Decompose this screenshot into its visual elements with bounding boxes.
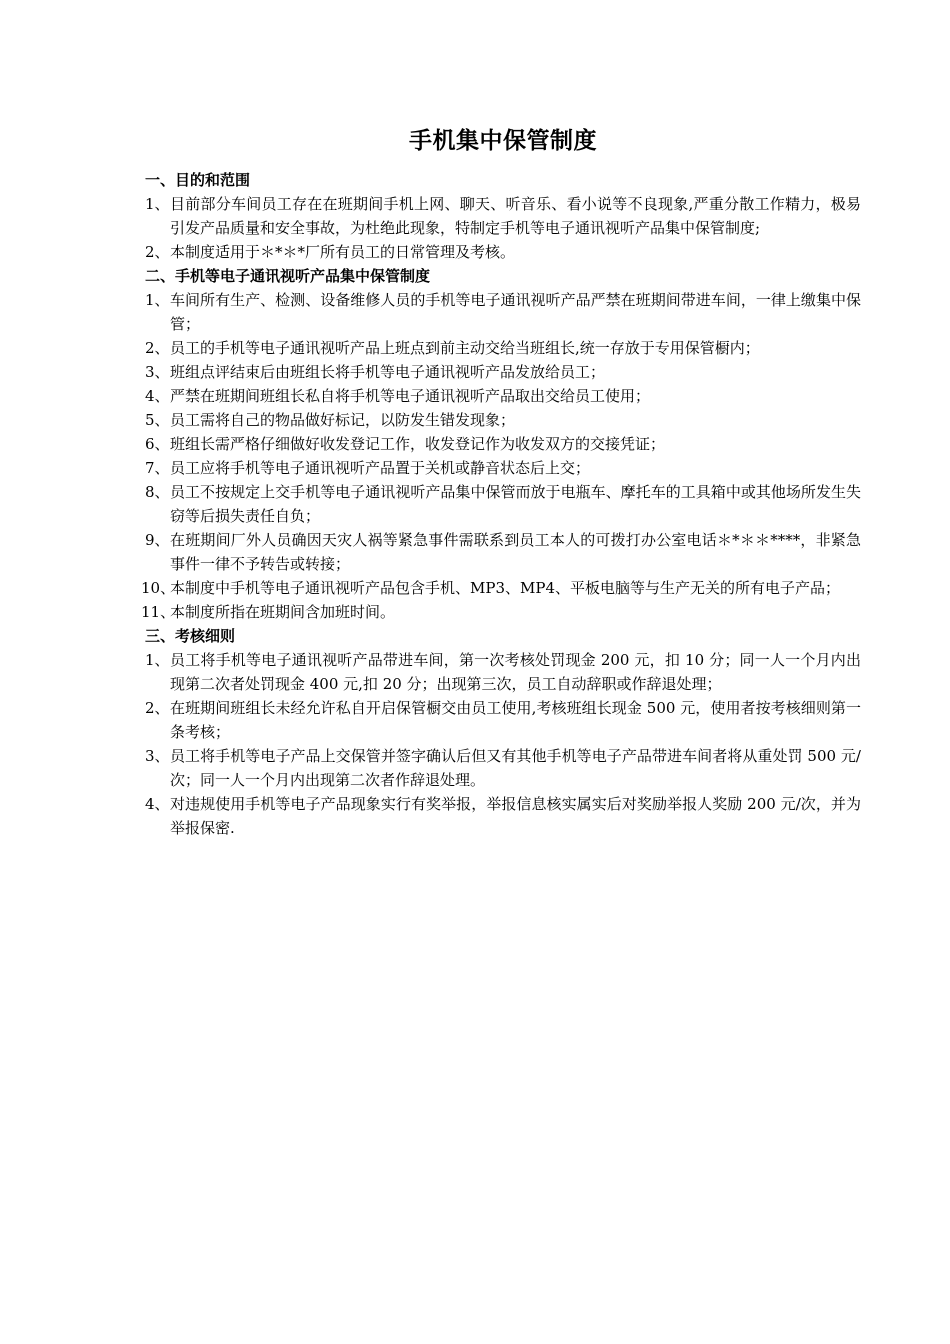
item-text: 员工的手机等电子通讯视听产品上班点到前主动交给当班组长,统一存放于专用保管橱内； bbox=[170, 339, 760, 357]
section-purpose bbox=[145, 168, 861, 264]
item-number: 4、 bbox=[145, 387, 170, 405]
list-item bbox=[145, 744, 861, 792]
list-item bbox=[145, 456, 861, 480]
item-number: 1、 bbox=[145, 651, 170, 669]
item-text: 在班期间班组长未经允许私自开启保管橱交由员工使用,考核班组长现金 500 元，使用者按考核细则第一条考核； bbox=[170, 699, 861, 741]
section-heading: 二、手机等电子通讯视听产品集中保管制度 bbox=[145, 267, 431, 285]
list-item bbox=[141, 576, 861, 600]
list-item bbox=[145, 288, 861, 336]
item-text: 员工需将自己的物品做好标记，以防发生错发现象； bbox=[170, 411, 516, 429]
list-item bbox=[145, 528, 861, 576]
item-text: 班组长需严格仔细做好收发登记工作，收发登记作为收发双方的交接凭证； bbox=[170, 435, 666, 453]
list-item bbox=[145, 648, 861, 696]
section-heading: 一、目的和范围 bbox=[145, 171, 251, 189]
list-item bbox=[145, 408, 861, 432]
item-number: 1、 bbox=[145, 195, 170, 213]
item-text: 班组点评结束后由班组长将手机等电子通讯视听产品发放给员工； bbox=[170, 363, 606, 381]
document-title: 手机集中保管制度 bbox=[409, 128, 597, 154]
item-text: 本制度中手机等电子通讯视听产品包含手机、MP3、MP4、平板电脑等与生产无关的所有电子产品； bbox=[170, 579, 840, 597]
item-number: 4、 bbox=[145, 795, 170, 813]
item-number: 3、 bbox=[145, 363, 170, 381]
item-number: 2、 bbox=[145, 699, 170, 717]
list-item bbox=[141, 600, 861, 624]
item-number: 1、 bbox=[145, 291, 170, 309]
item-text: 员工应将手机等电子通讯视听产品置于关机或静音状态后上交； bbox=[170, 459, 591, 477]
item-text: 目前部分车间员工存在在班期间手机上网、聊天、听音乐、看小说等不良现象,严重分散工作精力，极易引发产品质量和安全事故，为杜绝此现象，特制定手机等电子通讯视听产品集中保管制度; bbox=[170, 195, 861, 237]
list-item bbox=[145, 192, 861, 240]
list-item bbox=[145, 480, 861, 528]
item-number: 11、 bbox=[141, 603, 176, 621]
item-number: 5、 bbox=[145, 411, 170, 429]
item-text: 员工将手机等电子通讯视听产品带进车间，第一次考核处罚现金 200 元，扣 10 分；同一人一个月内出现第二次者处罚现金 400 元,扣 20 分；出现第三次，员工自动辞职或作辞退处理； bbox=[170, 651, 861, 693]
document-page bbox=[141, 122, 861, 840]
item-text: 在班期间厂外人员确因天灾人祸等紧急事件需联系到员工本人的可拨打办公室电话＊*＊＊****，非紧急事件一律不予转告或转接； bbox=[170, 531, 861, 573]
list-item bbox=[145, 360, 861, 384]
item-number: 3、 bbox=[145, 747, 170, 765]
item-text: 对违规使用手机等电子产品现象实行有奖举报，举报信息核实属实后对奖励举报人奖励 200 元/次，并为举报保密. bbox=[170, 795, 861, 837]
item-text: 本制度适用于＊*＊*厂所有员工的日常管理及考核。 bbox=[170, 243, 516, 261]
list-item bbox=[145, 792, 861, 840]
item-number: 2、 bbox=[145, 243, 170, 261]
list-item bbox=[145, 696, 861, 744]
item-number: 9、 bbox=[145, 531, 170, 549]
item-text: 本制度所指在班期间含加班时间。 bbox=[170, 603, 396, 621]
item-text: 车间所有生产、检测、设备维修人员的手机等电子通讯视听产品严禁在班期间带进车间，一律上缴集中保管； bbox=[170, 291, 861, 333]
item-number: 10、 bbox=[141, 579, 176, 597]
item-text: 员工将手机等电子产品上交保管并签字确认后但又有其他手机等电子产品带进车间者将从重处罚 500 元/次；同一人一个月内出现第二次者作辞退处理。 bbox=[170, 747, 861, 789]
item-number: 6、 bbox=[145, 435, 170, 453]
list-item bbox=[145, 384, 861, 408]
item-number: 2、 bbox=[145, 339, 170, 357]
item-text: 严禁在班期间班组长私自将手机等电子通讯视听产品取出交给员工使用； bbox=[170, 387, 651, 405]
item-number: 8、 bbox=[145, 483, 170, 501]
section-rules bbox=[141, 264, 861, 624]
list-item bbox=[145, 432, 861, 456]
list-item bbox=[145, 240, 861, 264]
section-assessment bbox=[145, 624, 861, 840]
section-heading: 三、考核细则 bbox=[145, 627, 236, 645]
list-item bbox=[145, 336, 861, 360]
item-number: 7、 bbox=[145, 459, 170, 477]
item-text: 员工不按规定上交手机等电子通讯视听产品集中保管而放于电瓶车、摩托车的工具箱中或其他场所发生失窃等后损失责任自负； bbox=[170, 483, 861, 525]
